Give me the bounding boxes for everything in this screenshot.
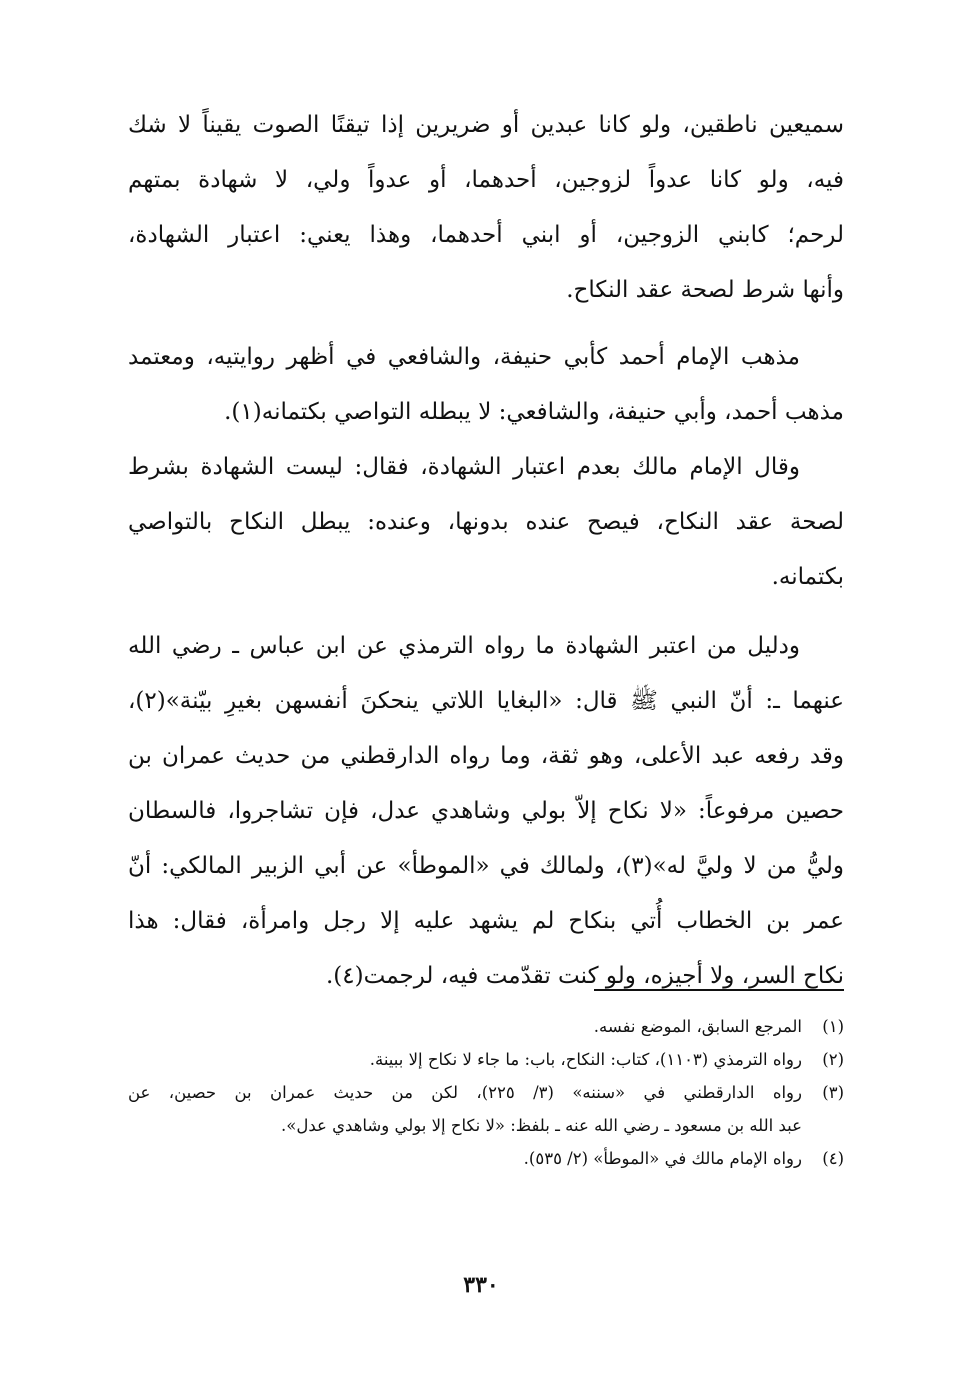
footnote-text [128,1043,802,1076]
paragraph-2 [128,330,844,605]
text-line: مذهب الإمام أحمد كأبي حنيفة، والشافعي في أظهر روايتيه، ومعتمد [128,344,800,370]
footnote-number: (٤) [822,1149,844,1168]
footnote-number: (٣) [822,1083,844,1102]
text-line: سميعين ناطقين، ولو كانا عبدين أو ضريرين إذا تيقنًا الصوت يقيناً لا شك [128,112,844,138]
page-number: ٣٣٠ [463,1272,499,1298]
text-line: لصحة عقد النكاح، فيصح عنده بدونها، وعنده: يبطل النكاح بالتواصي [128,509,844,535]
footnote-line: عبد الله بن مسعود ـ رضي الله عنه ـ بلفظ: «لا نكاح إلا بولي وشاهدي عدل». [281,1116,802,1135]
footnote-line: المرجع السابق، الموضع نفسه. [593,1017,802,1036]
footnote-3 [128,1076,844,1142]
footnote-text [128,1076,802,1142]
text-line: نكاح السر، ولا أجيزه، ولو كنت تقدّمت فيه، لرجمت(٤). [325,963,844,989]
footnote-text [128,1010,802,1043]
text-line: عنهما ـ: أنّ النبي ﷺ قال: «البغايا اللاتي ينحكنَ أنفسهن بغيرِ بيّنة»(٢)، [128,688,844,714]
footnote-number: (٢) [822,1050,844,1069]
footnote-2 [128,1043,844,1076]
paragraph-1 [128,98,844,318]
footnote-text [128,1142,802,1175]
text-line: حصين مرفوعاً: «لا نكاح إلاّ بولي وشاهدي عدل، فإن تشاجروا، فالسطان [128,798,844,824]
text-line: مذهب أحمد، وأبي حنيفة، والشافعي: لا يبطله التواصي بكتمانه(١). [224,399,844,425]
footnote-1 [128,1010,844,1043]
footnote-separator [594,989,844,991]
footnote-line: رواه الإمام مالك في «الموطأ» (٢/ ٥٣٥). [523,1149,802,1168]
paragraph-3 [128,619,844,1004]
text-line: ودليل من اعتبر الشهادة ما رواه الترمذي عن ابن عباس ـ رضي الله [128,633,800,659]
footnote-number: (١) [822,1017,844,1036]
text-line: وقد رفعه عبد الأعلى، وهو ثقة، وما رواه الدارقطني من حديث عمران بن [128,743,844,769]
footnote-line: رواه الدارقطني في «سننه» (٣/ ٢٢٥)، لكن من حديث عمران بن حصين، عن [128,1083,802,1102]
text-line: لرحم؛ كابني الزوجين، أو ابني أحدهما، وهذا يعني: اعتبار الشهادة، [128,222,844,248]
footnotes [128,1010,844,1175]
text-line: عمر بن الخطاب أُتي بنكاح لم يشهد عليه إلا رجل وامرأة، فقال: هذا [128,908,844,934]
text-line: وقال الإمام مالك بعدم اعتبار الشهادة، فقال: ليست الشهادة بشرط [128,454,800,480]
text-line: وأنها شرط لصحة عقد النكاح. [566,277,844,303]
text-line: بكتمانه. [771,564,844,590]
text-line: وليُّ من لا وليَّ له»(٣)، ولمالك في «الموطأ» عن أبي الزبير المالكي: أنّ [128,853,844,879]
footnote-line: رواه الترمذي (١١٠٣)، كتاب: النكاح، باب: ما جاء لا نكاح إلا ببينة. [369,1050,802,1069]
footnote-4 [128,1142,844,1175]
text-line: فيه، ولو كانا عدواً لزوجين، أحدهما، أو عدواً ولي، لا شهادة بمتهم [128,167,844,193]
